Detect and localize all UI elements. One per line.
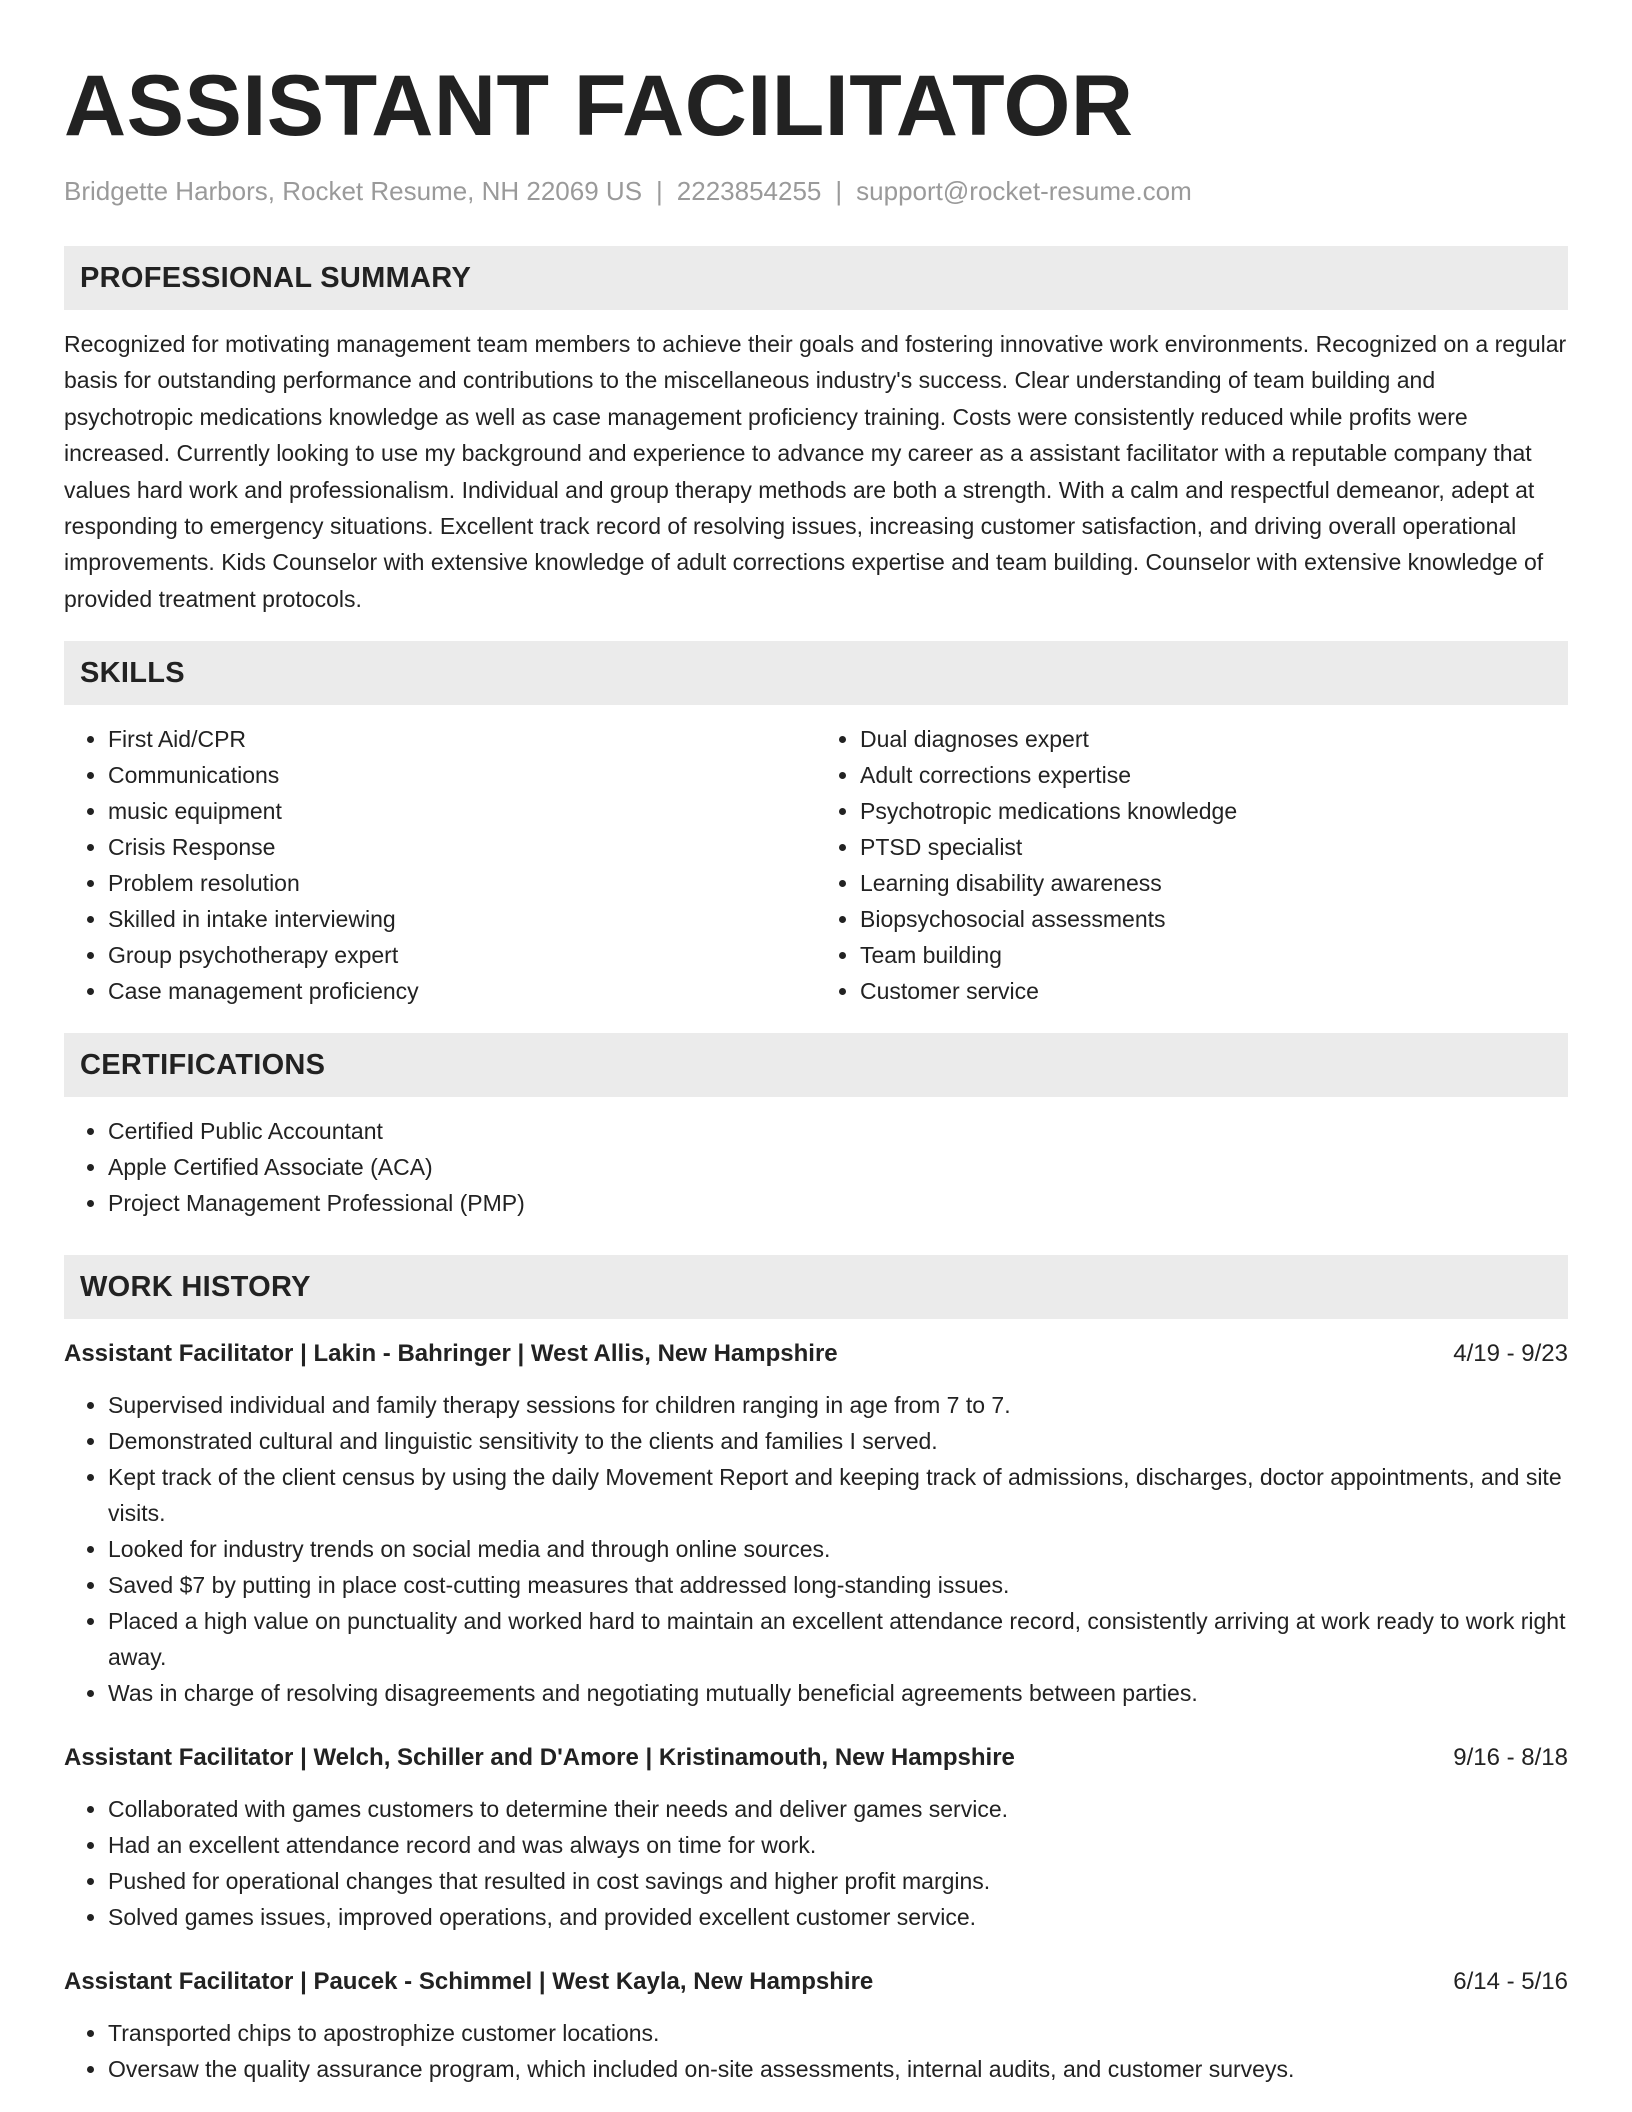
skills-heading: SKILLS xyxy=(80,656,185,689)
job-dates: 9/16 - 8/18 xyxy=(1453,1744,1568,1772)
skill-item: • Psychotropic medications knowledge xyxy=(860,793,1568,829)
job-bullets xyxy=(64,2015,1568,2087)
skill-item: • Customer service xyxy=(860,973,1568,1009)
skill-item: • Group psychotherapy expert xyxy=(108,937,816,973)
resume-title: ASSISTANT FACILITATOR xyxy=(64,58,1134,154)
skill-item: • Problem resolution xyxy=(108,865,816,901)
job-title: Assistant Facilitator | Paucek - Schimmel | West Kayla, New Hampshire xyxy=(64,1968,874,1996)
skill-item: • Dual diagnoses expert xyxy=(860,721,1568,757)
job-bullet: • Was in charge of resolving disagreements and negotiating mutually beneficial agreements between parties. xyxy=(108,1675,1568,1711)
skill-item: • Adult corrections expertise xyxy=(860,757,1568,793)
job-bullets xyxy=(64,1791,1568,1935)
job-entry xyxy=(64,1965,1568,2087)
job-bullet: • Pushed for operational changes that resulted in cost savings and higher profit margins. xyxy=(108,1863,1568,1899)
job-header xyxy=(64,1965,1568,1999)
contact-phone: 2223854255 xyxy=(676,176,822,206)
skill-item: • First Aid/CPR xyxy=(108,721,816,757)
job-bullet: • Demonstrated cultural and linguistic sensitivity to the clients and families I served. xyxy=(108,1423,1568,1459)
certification-item: • Project Management Professional (PMP) xyxy=(108,1185,1568,1221)
job-bullet: • Collaborated with games customers to determine their needs and deliver games service. xyxy=(108,1791,1568,1827)
certification-item: • Apple Certified Associate (ACA) xyxy=(108,1149,1568,1185)
contact-separator: | xyxy=(656,176,663,206)
summary-text: Recognized for motivating management team members to achieve their goals and fostering innovative work environments. Recognized on a regular basis for outstanding performance and contributions to the miscellaneous industry's success. Clear understanding of team building and psychotropic medications knowledge as well as case management proficiency training. Costs were consistently reduced while profits were increased. Currently looking to use my background and experience to advance my career as a assistant facilitator with a reputable company that values hard work and professionalism. Individual and group therapy methods are both a strength. With a calm and respectful demeanor, adept at responding to emergency situations. Excellent track record of resolving issues, increasing customer satisfaction, and driving overall operational improvements. Kids Counselor with extensive knowledge of adult corrections expertise and team building. Counselor with extensive knowledge of provided treatment protocols. xyxy=(64,331,1567,612)
job-bullet: • Oversaw the quality assurance program, which included on-site assessments, internal audits, and customer surveys. xyxy=(108,2051,1568,2087)
job-bullet: • Transported chips to apostrophize customer locations. xyxy=(108,2015,1568,2051)
contact-separator: | xyxy=(835,176,843,206)
job-dates: 6/14 - 5/16 xyxy=(1453,1968,1568,1996)
contact-email: support@rocket-resume.com xyxy=(856,176,1192,206)
job-bullet: • Had an excellent attendance record and was always on time for work. xyxy=(108,1827,1568,1863)
certifications-list xyxy=(64,1113,1568,1221)
job-bullet: • Looked for industry trends on social media and through online sources. xyxy=(108,1531,1568,1567)
work-history-heading: WORK HISTORY xyxy=(80,1270,311,1303)
resume-page xyxy=(64,52,1568,2087)
skill-item: • Communications xyxy=(108,757,816,793)
job-entry xyxy=(64,1741,1568,1935)
skill-item: • music equipment xyxy=(108,793,816,829)
job-header xyxy=(64,1337,1568,1371)
skills-section-header xyxy=(64,641,1568,705)
certifications-heading: CERTIFICATIONS xyxy=(80,1048,326,1081)
job-title: Assistant Facilitator | Welch, Schiller and D'Amore | Kristinamouth, New Hampshire xyxy=(64,1744,1015,1772)
skill-item: • Skilled in intake interviewing xyxy=(108,901,816,937)
skill-item: • PTSD specialist xyxy=(860,829,1568,865)
contact-line xyxy=(64,174,1568,208)
skill-item: • Case management proficiency xyxy=(108,973,816,1009)
summary-section-header xyxy=(64,246,1568,310)
work-history-section-header xyxy=(64,1255,1568,1319)
certifications-section-header xyxy=(64,1033,1568,1097)
contact-address: Bridgette Harbors, Rocket Resume, NH 22069 US xyxy=(64,176,643,206)
skill-item: • Learning disability awareness xyxy=(860,865,1568,901)
job-bullet: • Saved $7 by putting in place cost-cutting measures that addressed long-standing issues. xyxy=(108,1567,1568,1603)
job-title: Assistant Facilitator | Lakin - Bahringer | West Allis, New Hampshire xyxy=(64,1340,838,1368)
certification-item: • Certified Public Accountant xyxy=(108,1113,1568,1149)
job-entry xyxy=(64,1337,1568,1711)
job-bullet: • Solved games issues, improved operations, and provided excellent customer service. xyxy=(108,1899,1568,1935)
summary-heading: PROFESSIONAL SUMMARY xyxy=(80,261,472,294)
skills-columns xyxy=(64,721,1568,1009)
skill-item: • Team building xyxy=(860,937,1568,973)
job-bullet: • Placed a high value on punctuality and worked hard to maintain an excellent attendance record, consistently arriving at work ready to work right away. xyxy=(108,1603,1568,1675)
skills-list-left xyxy=(64,721,816,1009)
job-dates: 4/19 - 9/23 xyxy=(1453,1340,1568,1368)
job-bullet: • Kept track of the client census by using the daily Movement Report and keeping track of admissions, discharges, doctor appointments, and site visits. xyxy=(108,1459,1568,1531)
job-bullets xyxy=(64,1387,1568,1711)
job-bullet: • Supervised individual and family therapy sessions for children ranging in age from 7 to 7. xyxy=(108,1387,1568,1423)
skill-item: • Biopsychosocial assessments xyxy=(860,901,1568,937)
skills-list-right xyxy=(816,721,1568,1009)
skill-item: • Crisis Response xyxy=(108,829,816,865)
job-header xyxy=(64,1741,1568,1775)
